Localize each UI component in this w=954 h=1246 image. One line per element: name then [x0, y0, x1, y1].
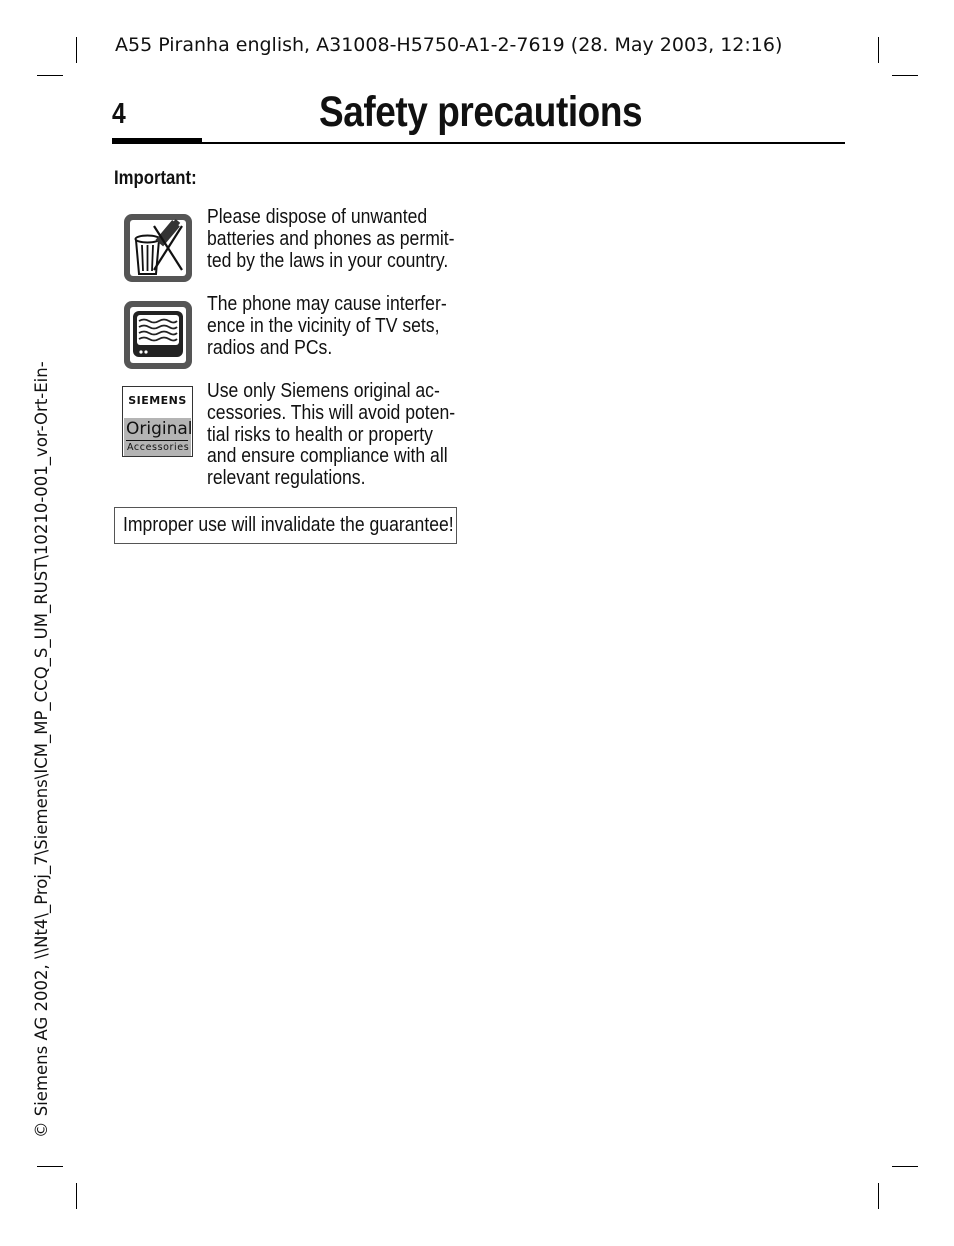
crop-mark — [76, 1183, 77, 1209]
crop-mark — [878, 37, 879, 63]
crop-mark — [892, 75, 918, 76]
safety-text: The phone may cause interfer- ence in the vicinity of TV sets, radios and PCs. — [207, 293, 447, 359]
title-rule — [112, 142, 845, 144]
guarantee-notice-box — [114, 507, 457, 544]
tv-interference-icon — [122, 299, 194, 376]
safety-text: Please dispose of unwanted batteries and phones as permit- ted by the laws in your country. — [207, 206, 455, 272]
safety-item-interference — [122, 293, 467, 373]
battery-disposal-icon — [122, 212, 194, 289]
logo-underline — [126, 440, 188, 441]
crop-mark — [76, 37, 77, 63]
page-title: Safety precautions — [319, 88, 643, 136]
logo-brand: SIEMENS — [128, 394, 187, 407]
document-header: A55 Piranha english, A31008-H5750-A1-2-7619 (28. May 2003, 12:16) — [115, 34, 783, 56]
section-label: Important: — [114, 168, 197, 189]
guarantee-notice: Improper use will invalidate the guarantee! — [123, 514, 454, 536]
siemens-original-accessories-logo — [122, 386, 193, 457]
safety-item-accessories — [122, 380, 467, 498]
side-copyright-note: © Siemens AG 2002, \\Nt4\_Proj_7\Siemens\ICM_MP_CCQ_S_UM_RUST\10210-001_vor-Ort-Ein- — [32, 361, 51, 1138]
logo-accessories: Accessories — [127, 442, 190, 453]
crop-mark — [878, 1183, 879, 1209]
logo-original: Original — [126, 419, 193, 439]
crop-mark — [37, 1166, 63, 1167]
page-number: 4 — [112, 98, 126, 130]
safety-item-disposal — [122, 206, 467, 286]
crop-mark — [892, 1166, 918, 1167]
crop-mark — [37, 75, 63, 76]
safety-text: Use only Siemens original ac- cessories. This will avoid poten- tial risks to health or property and ensure compliance with all relevant regulations. — [207, 380, 456, 490]
